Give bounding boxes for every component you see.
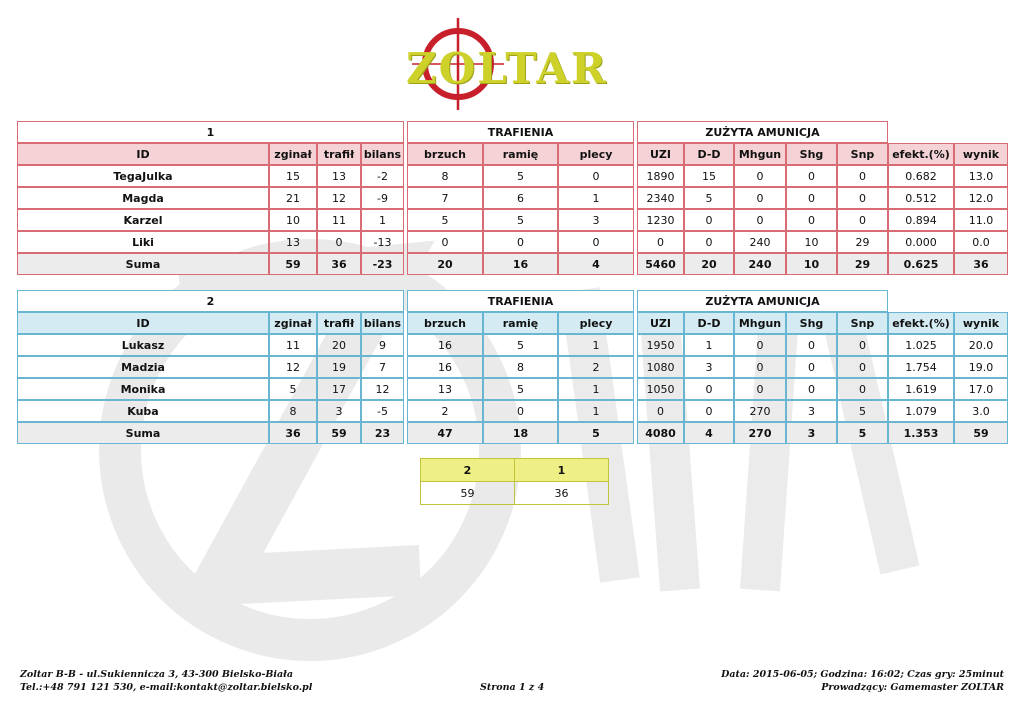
- table-cell: 3: [786, 400, 837, 422]
- col-header: Mhgun: [734, 312, 786, 334]
- table-cell: 11: [317, 209, 361, 231]
- table-cell: 0: [734, 334, 786, 356]
- table-cell: 5: [483, 334, 558, 356]
- col-header: bilans: [361, 143, 404, 165]
- table-row: [17, 187, 1008, 209]
- table-cell: 0: [786, 187, 837, 209]
- table-cell: -5: [361, 400, 404, 422]
- table-cell: 1: [558, 378, 634, 400]
- footer-date: Data: 2015-06-05; Godzina: 16:02; Czas gry: 25minut: [721, 669, 1004, 680]
- footer-host: Prowadzący: Gamemaster ZOLTAR: [821, 682, 1004, 693]
- table-cell: 5: [558, 422, 634, 444]
- footer-right: [721, 668, 1004, 694]
- table-cell: 47: [407, 422, 483, 444]
- col-header: brzuch: [407, 312, 483, 334]
- table-cell: 0.0: [954, 231, 1008, 253]
- team2-body: [17, 334, 1008, 444]
- col-header: UZI: [637, 143, 684, 165]
- table-cell: 1.754: [888, 356, 954, 378]
- table-cell: 5: [684, 187, 734, 209]
- table-row: [17, 356, 1008, 378]
- table-cell: 3: [786, 422, 837, 444]
- table-cell: 8: [407, 165, 483, 187]
- table-cell: 4: [684, 422, 734, 444]
- table-cell: 0: [734, 356, 786, 378]
- table-cell: 0: [637, 231, 684, 253]
- table-row: [17, 378, 1008, 400]
- table-cell: 0: [786, 356, 837, 378]
- group-ammo-label: ZUŻYTA AMUNICJA: [637, 290, 888, 312]
- header-row: [17, 143, 1008, 165]
- table-cell: 4: [558, 253, 634, 275]
- table-row: [17, 334, 1008, 356]
- table-cell: 12: [317, 187, 361, 209]
- footer-page-number: Strona 1 z 4: [480, 682, 545, 693]
- table-cell: 1: [558, 187, 634, 209]
- col-header: zginał: [269, 143, 317, 165]
- col-header: wynik: [954, 143, 1008, 165]
- table-cell: 0: [483, 400, 558, 422]
- col-header: trafił: [317, 143, 361, 165]
- table-cell: 8: [483, 356, 558, 378]
- col-header: wynik: [954, 312, 1008, 334]
- col-header: zginał: [269, 312, 317, 334]
- table-cell: 4080: [637, 422, 684, 444]
- table-cell: 5: [269, 378, 317, 400]
- table-cell: 1.079: [888, 400, 954, 422]
- table-cell: 0: [558, 165, 634, 187]
- table-row: [17, 231, 1008, 253]
- table-cell: 3: [684, 356, 734, 378]
- table-cell: 0: [786, 209, 837, 231]
- table-cell: 0: [786, 378, 837, 400]
- col-header: ramię: [483, 143, 558, 165]
- col-header: UZI: [637, 312, 684, 334]
- summary-header: 1: [515, 459, 609, 482]
- summary-value: 36: [515, 482, 609, 505]
- table-cell: 29: [837, 231, 888, 253]
- table-cell: -9: [361, 187, 404, 209]
- table-cell: 270: [734, 422, 786, 444]
- table-cell: 10: [269, 209, 317, 231]
- team-label: 1: [17, 121, 404, 143]
- col-header: plecy: [558, 312, 634, 334]
- zoltar-logo: [390, 18, 630, 114]
- table-cell: 5: [837, 400, 888, 422]
- table-cell: 0: [837, 165, 888, 187]
- table-cell: 0: [684, 209, 734, 231]
- table-cell: 1230: [637, 209, 684, 231]
- table-cell: 0: [684, 378, 734, 400]
- col-header: D-D: [684, 312, 734, 334]
- table-cell: 13: [317, 165, 361, 187]
- col-header: ID: [17, 312, 269, 334]
- sum-row: [17, 253, 1008, 275]
- col-header: Shg: [786, 143, 837, 165]
- table-cell: 13.0: [954, 165, 1008, 187]
- player-id-cell: Kuba: [17, 400, 269, 422]
- header-row: [17, 312, 1008, 334]
- table-row: [17, 209, 1008, 231]
- table-cell: 270: [734, 400, 786, 422]
- sum-row: [17, 422, 1008, 444]
- table-cell: 2: [407, 400, 483, 422]
- player-id-cell: Suma: [17, 253, 269, 275]
- table-cell: 1950: [637, 334, 684, 356]
- table-cell: 36: [269, 422, 317, 444]
- footer-left: [20, 668, 312, 694]
- table-cell: 1080: [637, 356, 684, 378]
- table-cell: 59: [269, 253, 317, 275]
- table-cell: 3.0: [954, 400, 1008, 422]
- table-cell: 18: [483, 422, 558, 444]
- table-cell: 0: [734, 378, 786, 400]
- player-id-cell: TegaJulka: [17, 165, 269, 187]
- table-cell: 0: [637, 400, 684, 422]
- logo-text: ZOLTAR: [406, 44, 608, 93]
- table-cell: 59: [954, 422, 1008, 444]
- score-summary-table: [420, 458, 609, 505]
- table-cell: 0.894: [888, 209, 954, 231]
- col-header: D-D: [684, 143, 734, 165]
- table-cell: 0: [684, 231, 734, 253]
- col-header: trafił: [317, 312, 361, 334]
- col-header: brzuch: [407, 143, 483, 165]
- group-hits-label: TRAFIENIA: [407, 121, 634, 143]
- table-cell: 0.682: [888, 165, 954, 187]
- table-cell: 0: [786, 165, 837, 187]
- col-header: Snp: [837, 143, 888, 165]
- table-cell: 16: [483, 253, 558, 275]
- table-cell: 0: [837, 334, 888, 356]
- table-cell: 0.512: [888, 187, 954, 209]
- table-cell: 11.0: [954, 209, 1008, 231]
- table-cell: 20: [684, 253, 734, 275]
- table-cell: 0: [837, 209, 888, 231]
- table-cell: 5: [483, 165, 558, 187]
- table-cell: 0: [837, 187, 888, 209]
- table-cell: 59: [317, 422, 361, 444]
- col-header: Snp: [837, 312, 888, 334]
- table-cell: 12: [361, 378, 404, 400]
- table-cell: 16: [407, 356, 483, 378]
- table-cell: -13: [361, 231, 404, 253]
- summary-value: 59: [421, 482, 515, 505]
- table-cell: 2340: [637, 187, 684, 209]
- table-cell: 0: [734, 209, 786, 231]
- col-header: bilans: [361, 312, 404, 334]
- col-header: efekt.(%): [888, 312, 954, 334]
- table-cell: 1: [361, 209, 404, 231]
- table-cell: 8: [269, 400, 317, 422]
- table-cell: 13: [407, 378, 483, 400]
- table-cell: 17: [317, 378, 361, 400]
- table-cell: 20.0: [954, 334, 1008, 356]
- table-cell: 5: [837, 422, 888, 444]
- table-row: [17, 400, 1008, 422]
- table-cell: 0.000: [888, 231, 954, 253]
- player-id-cell: Madzia: [17, 356, 269, 378]
- table-cell: 21: [269, 187, 317, 209]
- table-cell: 10: [786, 231, 837, 253]
- table-cell: 6: [483, 187, 558, 209]
- table-cell: 1890: [637, 165, 684, 187]
- player-id-cell: Karzel: [17, 209, 269, 231]
- table-cell: 0: [734, 187, 786, 209]
- table-cell: -23: [361, 253, 404, 275]
- table-cell: 15: [269, 165, 317, 187]
- table-cell: 5: [483, 378, 558, 400]
- summary-header: 2: [421, 459, 515, 482]
- table-cell: 1: [684, 334, 734, 356]
- team1-table: [17, 121, 1008, 275]
- table-cell: 0: [558, 231, 634, 253]
- table-cell: 19.0: [954, 356, 1008, 378]
- col-header: Mhgun: [734, 143, 786, 165]
- table-cell: 12: [269, 356, 317, 378]
- team1-body: [17, 165, 1008, 275]
- table-cell: 7: [407, 187, 483, 209]
- table-cell: 0: [837, 356, 888, 378]
- table-cell: 0: [734, 165, 786, 187]
- table-cell: 240: [734, 253, 786, 275]
- table-cell: 19: [317, 356, 361, 378]
- col-header: ID: [17, 143, 269, 165]
- table-cell: 1.025: [888, 334, 954, 356]
- table-cell: 36: [954, 253, 1008, 275]
- table-cell: 36: [317, 253, 361, 275]
- table-cell: 11: [269, 334, 317, 356]
- table-cell: 20: [317, 334, 361, 356]
- player-id-cell: Monika: [17, 378, 269, 400]
- player-id-cell: Suma: [17, 422, 269, 444]
- table-cell: 15: [684, 165, 734, 187]
- table-cell: 1.619: [888, 378, 954, 400]
- table-cell: 16: [407, 334, 483, 356]
- table-cell: 23: [361, 422, 404, 444]
- table-cell: 0.625: [888, 253, 954, 275]
- table-cell: 29: [837, 253, 888, 275]
- table-cell: 0: [483, 231, 558, 253]
- table-row: [17, 165, 1008, 187]
- table-cell: 17.0: [954, 378, 1008, 400]
- col-header: ramię: [483, 312, 558, 334]
- table-cell: 3: [317, 400, 361, 422]
- table-cell: 0: [837, 378, 888, 400]
- table-cell: 0: [317, 231, 361, 253]
- table-cell: 7: [361, 356, 404, 378]
- table-cell: 13: [269, 231, 317, 253]
- col-header: efekt.(%): [888, 143, 954, 165]
- table-cell: 1.353: [888, 422, 954, 444]
- table-cell: 1050: [637, 378, 684, 400]
- table-cell: 5: [483, 209, 558, 231]
- player-id-cell: Lukasz: [17, 334, 269, 356]
- table-cell: 5460: [637, 253, 684, 275]
- table-cell: 1: [558, 334, 634, 356]
- group-hits-label: TRAFIENIA: [407, 290, 634, 312]
- footer-contact: Tel.:+48 791 121 530, e-mail:kontakt@zoltar.bielsko.pl: [20, 682, 313, 693]
- table-cell: 0: [407, 231, 483, 253]
- footer-address: Zoltar B-B - ul.Sukiennicza 3, 43-300 Bielsko-Biała: [20, 669, 293, 680]
- table-cell: 12.0: [954, 187, 1008, 209]
- table-cell: 5: [407, 209, 483, 231]
- table-cell: 20: [407, 253, 483, 275]
- group-ammo-label: ZUŻYTA AMUNICJA: [637, 121, 888, 143]
- team2-table: [17, 290, 1008, 444]
- table-cell: 0: [684, 400, 734, 422]
- col-header: Shg: [786, 312, 837, 334]
- table-cell: 9: [361, 334, 404, 356]
- table-cell: 10: [786, 253, 837, 275]
- table-cell: 0: [786, 334, 837, 356]
- team-label: 2: [17, 290, 404, 312]
- table-cell: 1: [558, 400, 634, 422]
- table-cell: -2: [361, 165, 404, 187]
- table-cell: 2: [558, 356, 634, 378]
- player-id-cell: Liki: [17, 231, 269, 253]
- col-header: plecy: [558, 143, 634, 165]
- table-cell: 240: [734, 231, 786, 253]
- player-id-cell: Magda: [17, 187, 269, 209]
- table-cell: 3: [558, 209, 634, 231]
